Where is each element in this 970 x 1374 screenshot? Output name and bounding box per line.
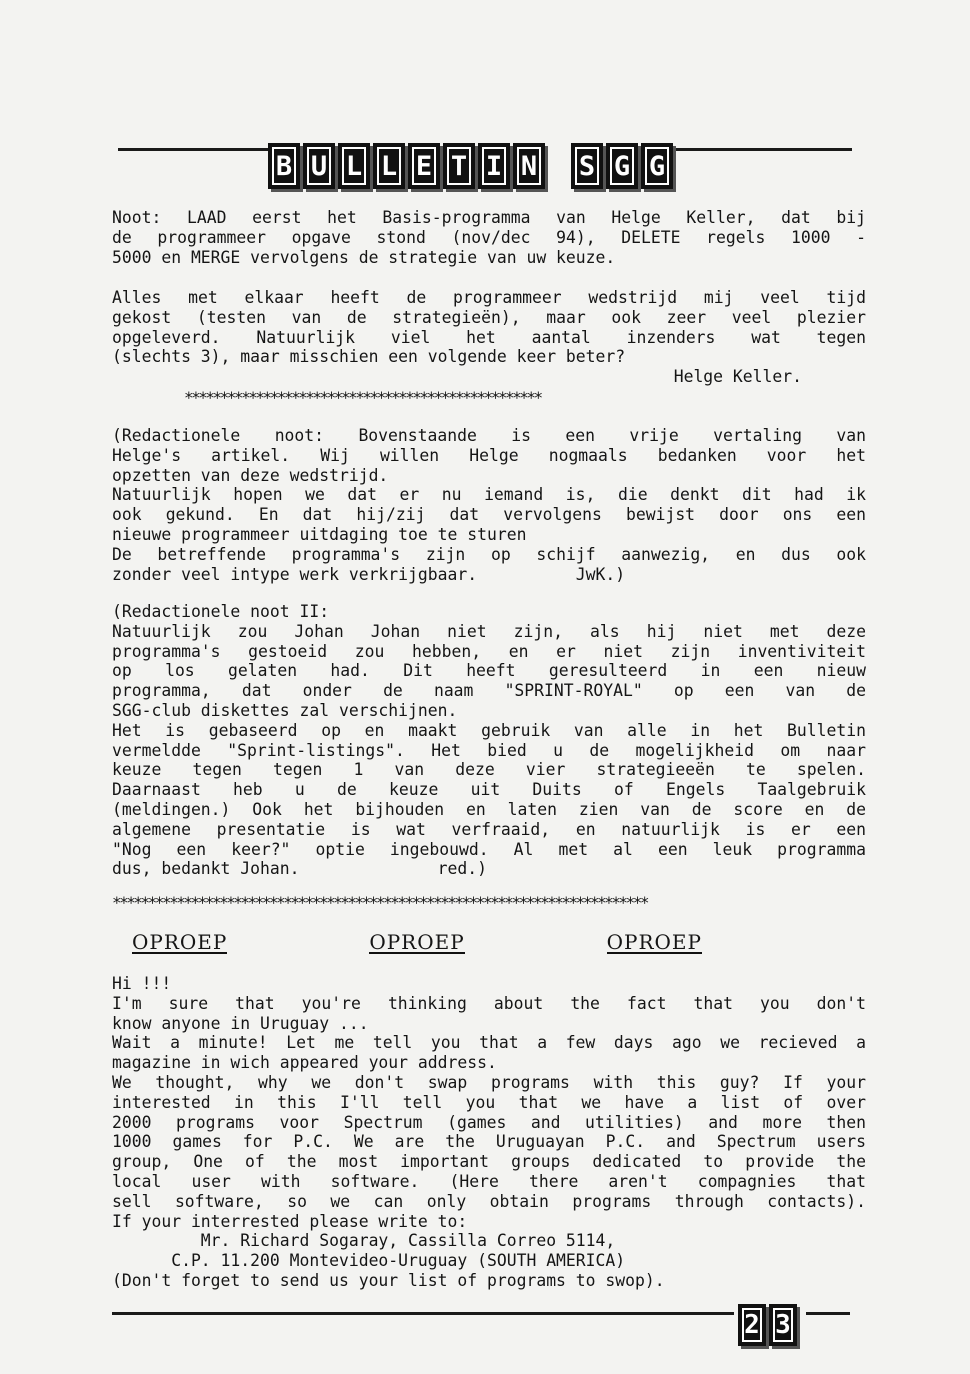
logo-letter: E (408, 143, 440, 189)
text-line: I'm sure that you're thinking about the fact that you don't (112, 993, 866, 1013)
separator-stars: *************************************************************************** (112, 893, 647, 912)
text-line: programma, dat onder de naam "SPRINT-ROYAL" op een van de (112, 681, 866, 701)
text-line: (Redactionele noot II: (112, 602, 330, 621)
oproep-heading: OPROEP (606, 930, 702, 954)
text-line: 1000 games for P.C. We are the Uruguayan P.C. and Spectrum users (112, 1132, 866, 1152)
header-rule-right (660, 148, 852, 151)
text-line: sell software, so we can only obtain programs through contacts). (112, 1191, 866, 1211)
text-line: zonder veel intype werk verkrijgbaar. JwK.) (112, 564, 626, 584)
text-line: know anyone in Uruguay ... (112, 1013, 369, 1033)
signature: Helge Keller. (673, 367, 802, 387)
text-line: algemene presentatie is wat verfraaid, en natuurlijk is er een (112, 819, 866, 839)
logo-letter: G (641, 143, 673, 189)
text-line: Daarnaast heb u de keuze uit Duits of Engels Taalgebruik (112, 780, 866, 800)
logo-letter: U (303, 143, 335, 189)
text-line: We thought, why we don't swap programs with this guy? If your (112, 1072, 866, 1092)
text-line: "Nog een keer?" optie ingebouwd. Al met al een leuk programma (112, 839, 866, 859)
oproep-heading: OPROEP (132, 930, 228, 954)
logo-letter: N (513, 143, 545, 189)
text-line: (slechts 3), maar misschien een volgende keer beter? (112, 347, 626, 367)
page-digit: 2 (738, 1304, 766, 1346)
text-line: (Redactionele noot: Bovenstaande is een vrije vertaling van (112, 426, 866, 445)
article-paragraph (112, 288, 866, 387)
text-line: (meldingen.) Ook het bijhouden en laten zien van de score en de (112, 799, 866, 819)
logo-letter: S (571, 143, 603, 189)
editorial-note-2 (112, 602, 866, 879)
text-line: Natuurlijk hopen we dat er nu iemand is, die denkt dit had ik (112, 485, 866, 505)
text-line: (Don't forget to send us your list of programs to swop). (112, 1270, 665, 1290)
text-line: de programmeer opgave stond (nov/dec 94), DELETE regels 1000 - (112, 227, 866, 247)
address-line: C.P. 11.200 Montevideo-Uruguay (SOUTH AMERICA) (112, 1251, 626, 1271)
intro-note (112, 208, 866, 267)
text-line: Natuurlijk zou Johan Johan niet zijn, als hij niet met deze (112, 621, 866, 641)
text-line: nieuwe programmeer uitdaging toe te sturen (112, 524, 527, 544)
oproep-heading-row (132, 932, 702, 954)
page-number (738, 1304, 797, 1346)
text-line: Helge's artikel. Wij willen Helge nogmaals bedanken voor het (112, 445, 866, 465)
bulletin-sgg-logo (268, 142, 673, 190)
logo-letter: I (478, 143, 510, 189)
text-line: op los gelaten had. Dit heeft geresulteerd in een nieuw (112, 661, 866, 681)
text-line: interested in this I'll tell you that we have a list of over (112, 1092, 866, 1112)
text-line: SGG-club diskettes zal verschijnen. (112, 700, 458, 720)
text-line: If your interrested please write to: (112, 1211, 468, 1231)
logo-letter: G (606, 143, 638, 189)
text-line: Hi !!! (112, 974, 172, 993)
text-line: opzetten van deze wedstrijd. (112, 465, 389, 485)
text-line: Het is gebaseerd op en maakt gebruik van alle in het Bulletin (112, 720, 866, 740)
text-line: magazine in wich appeared your address. (112, 1053, 497, 1073)
text-line: keuze tegen tegen 1 van deze vier strategieeën te spelen. (112, 760, 866, 780)
text-line: Noot: LAAD eerst het Basis-programma van Helge Keller, dat bij (112, 208, 866, 227)
text-line: programma's gestoeid zou hebben, en er niet zijn inventiviteit (112, 641, 866, 661)
text-line: De betreffende programma's zijn op schijf aanwezig, en dus ook (112, 544, 866, 564)
logo-letter: L (338, 143, 370, 189)
text-line: vermeldde "Sprint-listings". Het bied u de mogelijkheid om naar (112, 740, 866, 760)
footer-rule-right (806, 1312, 850, 1315)
address-line: Mr. Richard Sogaray, Cassilla Correo 5114, (112, 1231, 616, 1251)
uruguay-letter (112, 974, 866, 1291)
separator-stars: ************************************************** (184, 388, 541, 407)
text-line: Alles met elkaar heeft de programmeer wedstrijd mij veel tijd (112, 288, 866, 307)
text-line: dus, bedankt Johan. red.) (112, 859, 487, 879)
text-line: 2000 programs voor Spectrum (games and utilities) and more then (112, 1112, 866, 1132)
header-rule-left (118, 148, 268, 151)
text-line: opgeleverd. Natuurlijk viel het aantal inzenders wat tegen (112, 327, 866, 347)
editorial-note (112, 426, 866, 584)
logo-letter: T (443, 143, 475, 189)
oproep-heading: OPROEP (369, 930, 465, 954)
text-line: group, One of the most important groups dedicated to provide the (112, 1152, 866, 1172)
text-line: 5000 en MERGE vervolgens de strategie van uw keuze. (112, 247, 616, 267)
logo-letter: L (373, 143, 405, 189)
footer-rule (112, 1312, 734, 1315)
page-digit: 3 (769, 1304, 797, 1346)
text-line: Wait a minute! Let me tell you that a few days ago we recieved a (112, 1033, 866, 1053)
text-line: local user with software. (Here there aren't compagnies that (112, 1171, 866, 1191)
text-line: gekost (testen van de strategieën), maar ook zeer veel plezier (112, 307, 866, 327)
logo-letter: B (268, 143, 300, 189)
text-line: ook gekund. En dat hij/zij dat vervolgens bewijst door ons een (112, 505, 866, 525)
